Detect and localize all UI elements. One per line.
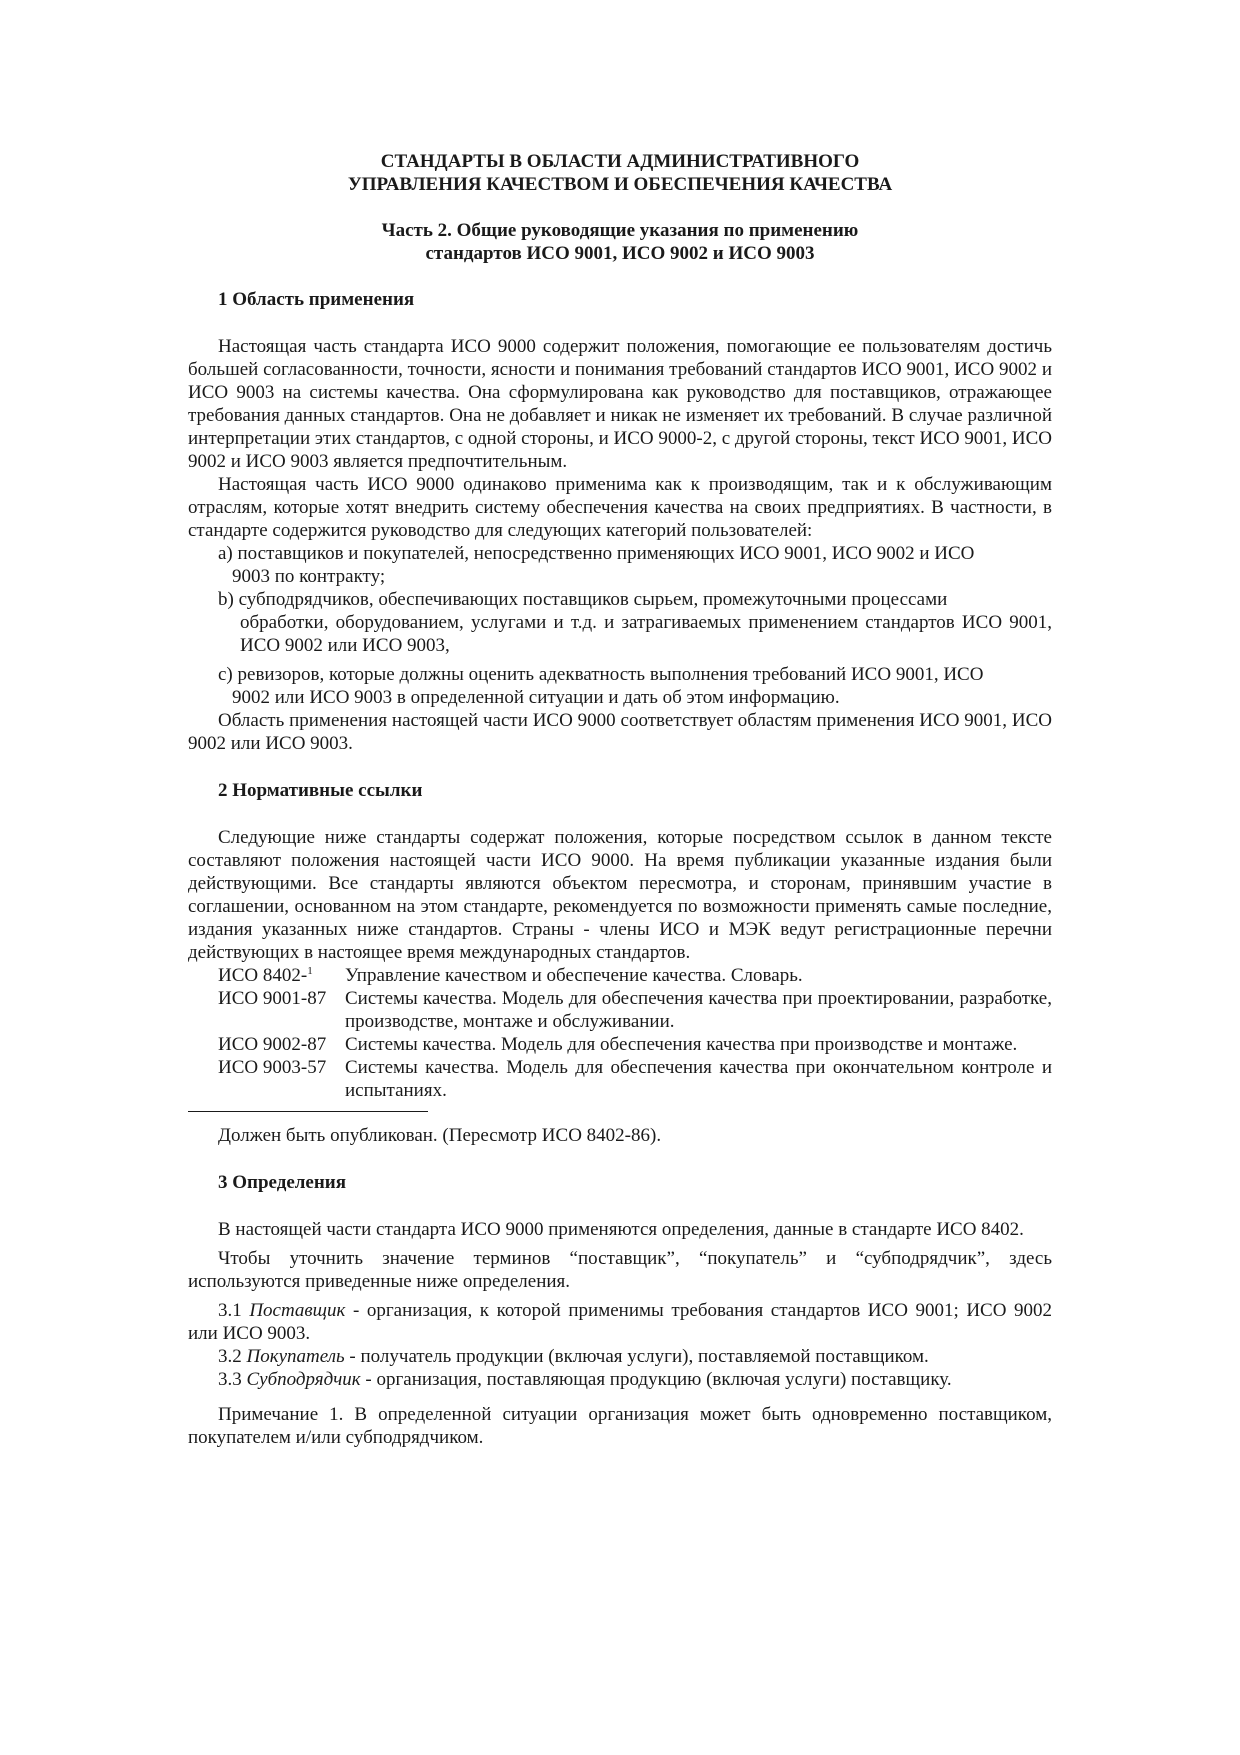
- reference-description: Управление качеством и обеспечение качества. Словарь.: [345, 965, 803, 986]
- definition-term: Субподрядчик: [246, 1369, 361, 1390]
- list-item-a-first: а) поставщиков и покупателей, непосредственно применяющих ИСО 9001, ИСО 9002 и ИСО: [218, 543, 975, 564]
- list-item-b-first: b) субподрядчиков, обеспечивающих поставщиков сырьем, промежуточными процессами: [218, 589, 948, 610]
- part-title-line-2: стандартов ИСО 9001, ИСО 9002 и ИСО 9003: [425, 243, 815, 264]
- section-1-paragraph-3: Область применения настоящей части ИСО 9000 соответствует областям применения ИСО 9001, ИСО 9002 или ИСО 9003.: [188, 710, 1052, 754]
- reference-iso-9003: [188, 1056, 1052, 1102]
- list-item-a: [188, 542, 1052, 588]
- section-3-paragraph-2: Чтобы уточнить значение терминов “поставщик”, “покупатель” и “субподрядчик”, здесь используются приведенные ниже определения.: [188, 1248, 1052, 1292]
- reference-code: ИСО 9003-57: [218, 1057, 327, 1078]
- reference-description: Системы качества. Модель для обеспечения качества при производстве и монтаже.: [345, 1034, 1018, 1055]
- reference-iso-9001: [188, 987, 1052, 1033]
- list-item-b-rest: обработки, оборудованием, услугами и т.д. и затрагиваемых применением стандартов ИСО 9001, ИСО 9002 или ИСО 9003,: [240, 612, 1052, 656]
- footnote-divider: [188, 1111, 428, 1112]
- section-2-heading: 2 Нормативные ссылки: [218, 780, 423, 801]
- section-2-paragraph-1: Следующие ниже стандарты содержат положения, которые посредством ссылок в данном тексте составляют положения настоящей части ИСО 9000. На время публикации указанные издания были действующими. Все стандарты являются объектом пересмотра, и сторонам, принявшим участие в соглашении, основанном на этом стандарте, рекомендуется по возможности применять самые последние, издания указанных ниже стандартов. Страны - члены ИСО и МЭК ведут регистрационные перечни действующих в настоящее время международных стандартов.: [188, 827, 1052, 963]
- list-item-b: [188, 588, 1052, 657]
- list-item-c: [188, 663, 1052, 709]
- definition-3-3: 3.3 Субподрядчик - организация, поставляющая продукцию (включая услуги) поставщику.: [218, 1369, 952, 1390]
- definition-3-1: 3.1 Поставщик - организация, к которой применимы требования стандартов ИСО 9001; ИСО 9002 или ИСО 9003.: [188, 1300, 1053, 1344]
- list-item-c-first: c) ревизоров, которые должны оценить адекватность выполнения требований ИСО 9001, ИСО: [218, 664, 984, 685]
- reference-description: Системы качества. Модель для обеспечения качества при проектировании, разработке, производстве, монтаже и обслуживании.: [345, 988, 1052, 1032]
- note-1: Примечание 1. В определенной ситуации организация может быть одновременно поставщиком, покупателем и/или субподрядчиком.: [188, 1404, 1052, 1448]
- section-1-paragraph-2: Настоящая часть ИСО 9000 одинаково применима как к производящим, так и к обслуживающим отраслям, которые хотят внедрить систему обеспечения качества на своих предприятиях. В частности, в стандарте содержится руководство для следующих категорий пользователей:: [188, 474, 1052, 541]
- list-item-c-rest: 9002 или ИСО 9003 в определенной ситуации и дать об этом информацию.: [232, 687, 840, 708]
- definition-term: Поставщик: [249, 1300, 346, 1321]
- reference-description: Системы качества. Модель для обеспечения качества при окончательном контроле и испытаниях.: [345, 1057, 1052, 1101]
- reference-iso-8402: [188, 964, 1052, 987]
- definition-3-2: 3.2 Покупатель - получатель продукции (включая услуги), поставляемой поставщиком.: [218, 1346, 929, 1367]
- document-page: [188, 150, 1052, 1449]
- section-1-paragraph-1: Настоящая часть стандарта ИСО 9000 содержит положения, помогающие ее пользователям достичь большей согласованности, точности, ясности и понимания требований стандартов ИСО 9001, ИСО 9002 и ИСО 9003 на системы качества. Она сформулирована как руководство для поставщиков, отражающее требования данных стандартов. Она не добавляет и никак не изменяет их требований. В случае различной интерпретации этих стандартов, с одной стороны, и ИСО 9000-2, с другой стороны, текст ИСО 9001, ИСО 9002 и ИСО 9003 является предпочтительным.: [188, 336, 1052, 472]
- part-title-line-1: Часть 2. Общие руководящие указания по применению: [381, 220, 859, 241]
- reference-code: ИСО 8402-$^1$: [218, 965, 313, 986]
- reference-code: ИСО 9001-87: [218, 988, 327, 1009]
- definition-term: Покупатель: [246, 1346, 345, 1367]
- document-title-line-1: СТАНДАРТЫ В ОБЛАСТИ АДМИНИСТРАТИВНОГО: [380, 151, 860, 172]
- document-title-line-2: УПРАВЛЕНИЯ КАЧЕСТВОМ И ОБЕСПЕЧЕНИЯ КАЧЕСТВА: [347, 174, 893, 195]
- footnote-text: Должен быть опубликован. (Пересмотр ИСО 8402-86).: [218, 1125, 662, 1146]
- section-3-paragraph-1: В настоящей части стандарта ИСО 9000 применяются определения, данные в стандарте ИСО 8402.: [218, 1219, 1024, 1240]
- footnote-marker: 1: [307, 965, 313, 977]
- section-3-heading: 3 Определения: [218, 1172, 347, 1193]
- reference-iso-9002: [188, 1033, 1052, 1056]
- section-1-heading: 1 Область применения: [218, 289, 415, 310]
- list-item-a-rest: 9003 по контракту;: [232, 566, 386, 587]
- reference-code: ИСО 9002-87: [218, 1034, 327, 1055]
